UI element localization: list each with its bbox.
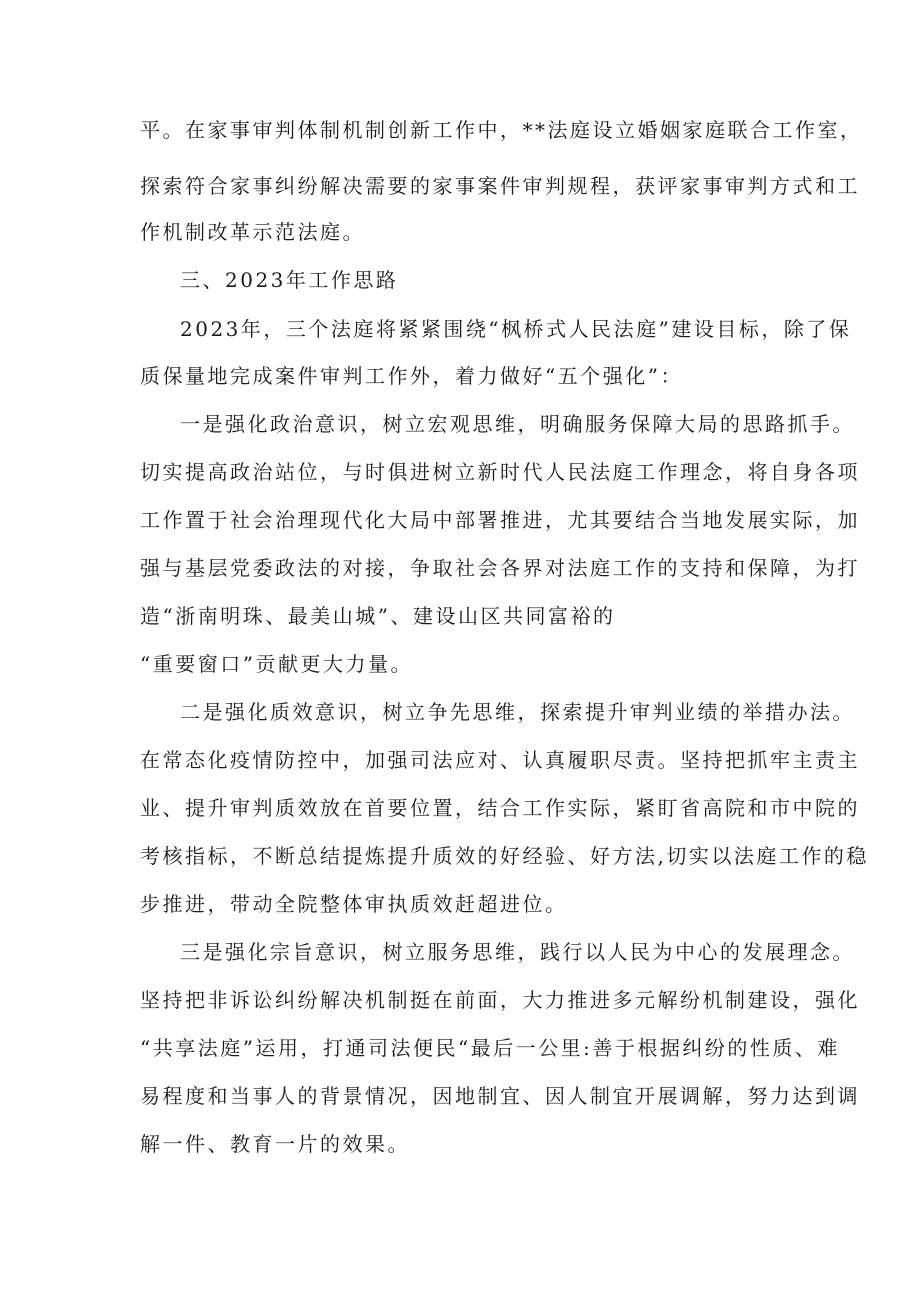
text-line: 工作置于社会治理现代化大局中部署推进，尤其要结合当地发展实际，加 bbox=[140, 508, 860, 532]
text-line: “共享法庭”运用，打通司法便民“最后一公里:善于根据纠纷的性质、难 bbox=[140, 1036, 840, 1060]
text-line: 业、提升审判质效放在首要位置，结合工作实际，紧盯省高院和市中院的 bbox=[140, 796, 860, 820]
text-line: 探索符合家事纠纷解决需要的家事案件审判规程，获评家事审判方式和工 bbox=[140, 174, 860, 198]
text-line: 坚持把非诉讼纠纷解决机制挺在前面，大力推进多元解纷机制建设，强化 bbox=[140, 988, 860, 1012]
text-line: 解一件、教育一片的效果。 bbox=[140, 1132, 410, 1156]
text-line: 在常态化疫情防控中，加强司法应对、认真履职尽责。坚持把抓牢主责主 bbox=[140, 748, 860, 772]
text-line: 二是强化质效意识，树立争先思维，探索提升审判业绩的举措办法。 bbox=[180, 700, 855, 724]
text-line: 三是强化宗旨意识，树立服务思维，践行以人民为中心的发展理念。 bbox=[180, 940, 855, 964]
text-line: 切实提高政治站位，与时俱进树立新时代人民法庭工作理念，将自身各项 bbox=[140, 460, 860, 484]
text-line: 2023年，三个法庭将紧紧围绕“枫桥式人民法庭”建设目标，除了保 bbox=[180, 317, 852, 341]
text-line: 一是强化政治意识，树立宏观思维，明确服务保障大局的思路抓手。 bbox=[180, 412, 855, 436]
text-line: “重要窗口”贡献更大力量。 bbox=[140, 652, 413, 676]
text-line: 步推进，带动全院整体审执质效赶超进位。 bbox=[140, 892, 568, 916]
text-line: 作机制改革示范法庭。 bbox=[140, 220, 365, 244]
text-line: 质保量地完成案件审判工作外，着力做好“五个强化”： bbox=[140, 364, 683, 388]
text-line: 易程度和当事人的背景情况，因地制宜、因人制宜开展调解，努力达到调 bbox=[140, 1084, 860, 1108]
text-line: 强与基层党委政法的对接，争取社会各界对法庭工作的支持和保障，为打 bbox=[140, 556, 860, 580]
text-line: 平。在家事审判体制机制创新工作中，**法庭设立婚姻家庭联合工作室， bbox=[140, 118, 863, 142]
text-line: 考核指标，不断总结提炼提升质效的好经验、好方法,切实以法庭工作的稳 bbox=[140, 844, 869, 868]
text-line: 造“浙南明珠、最美山城”、建设山区共同富裕的 bbox=[140, 604, 616, 628]
section-heading: 三、2023年工作思路 bbox=[180, 268, 399, 292]
